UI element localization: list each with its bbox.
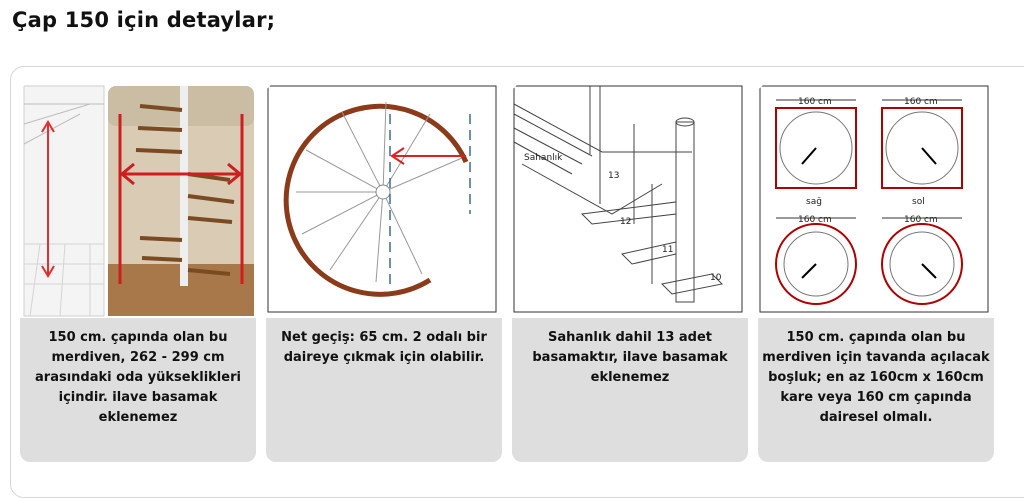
detail-card-opening xyxy=(758,84,994,462)
card-caption: Net geçiş: 65 cm. 2 odalı bir daireye çıkmak için olabilir. xyxy=(281,330,487,365)
step-11-label: 11 xyxy=(662,245,674,255)
dim-label-top-left: 160 cm xyxy=(798,97,832,107)
step-10-label: 10 xyxy=(710,273,722,283)
steps-diagram xyxy=(512,84,748,318)
step-13-label: 13 xyxy=(608,171,620,181)
dim-label-bottom-right: 160 cm xyxy=(904,215,938,225)
dim-label-top-right: 160 cm xyxy=(904,97,938,107)
card-caption: 150 cm. çapında olan bu merdiven için tavanda açılacak boşluk; en az 160cm x 160cm kare veya 160 cm çapında dairesel olmalı. xyxy=(762,330,990,425)
detail-card-steps xyxy=(512,84,748,462)
passage-diagram xyxy=(266,84,502,318)
landing-label: Sahanlık xyxy=(524,153,563,163)
detail-card-height xyxy=(20,84,256,462)
step-12-label: 12 xyxy=(620,217,632,227)
opening-diagram xyxy=(758,84,994,318)
dim-label-bottom-left: 160 cm xyxy=(798,215,832,225)
right-label: sağ xyxy=(806,197,822,207)
page-title: Çap 150 için detaylar; xyxy=(12,8,276,32)
staircase-photo xyxy=(20,84,256,318)
card-caption: 150 cm. çapında olan bu merdiven, 262 - 299 cm arasındaki oda yükseklikleri içindir. ilave basamak eklenemez xyxy=(35,330,241,425)
left-label: sol xyxy=(912,197,925,207)
detail-card-passage xyxy=(266,84,502,462)
card-caption: Sahanlık dahil 13 adet basamaktır, ilave basamak eklenemez xyxy=(532,330,728,385)
